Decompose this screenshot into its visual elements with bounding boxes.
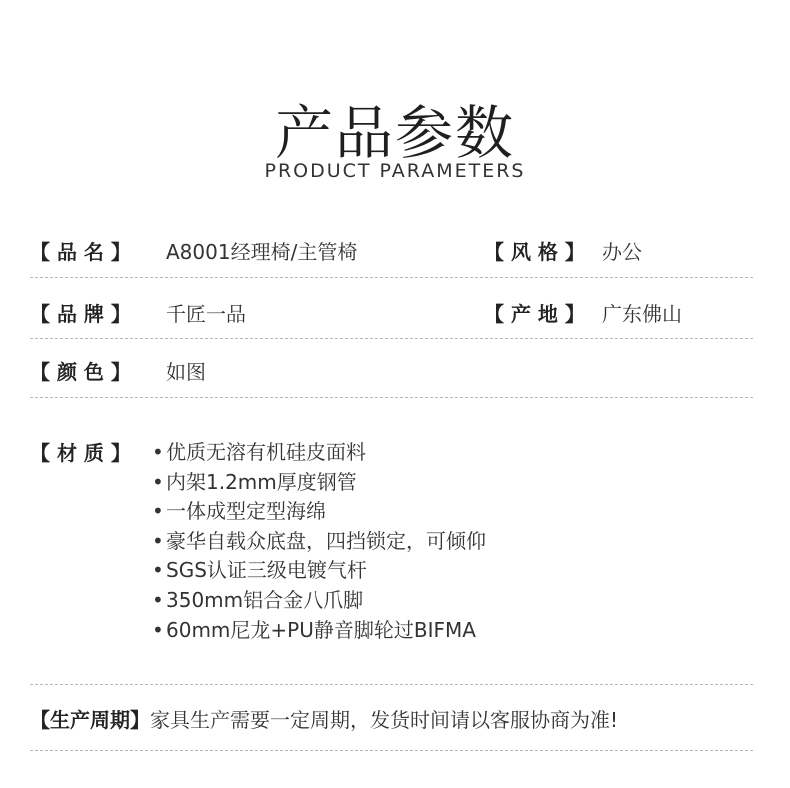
- divider: [30, 338, 753, 339]
- divider: [30, 750, 753, 751]
- color-value: 如图: [166, 360, 206, 384]
- name-label: 【 品 名 】: [30, 240, 131, 264]
- bullet: •: [152, 440, 164, 464]
- param-row-material: [30, 437, 131, 466]
- origin-value: 广东佛山: [602, 302, 682, 326]
- list-item: • 优质无溶有机硅皮面料: [152, 438, 486, 468]
- bullet: •: [152, 587, 164, 612]
- style-value: 办公: [602, 240, 642, 264]
- production-label: 【生产周期】: [30, 708, 150, 732]
- material-label: 【 材 质 】: [30, 441, 131, 465]
- style-label: 【 风 格 】: [484, 240, 585, 264]
- color-label: 【 颜 色 】: [30, 360, 131, 384]
- brand-value: 千匠一品: [166, 302, 246, 326]
- param-row-name-style: [30, 236, 753, 265]
- divider: [30, 397, 753, 398]
- list-item: • SGS认证三级电镀气杆: [152, 556, 486, 586]
- list-item: • 一体成型定型海绵: [152, 497, 486, 527]
- list-item: • 350mm铝合金八爪脚: [152, 586, 486, 616]
- bullet: •: [152, 469, 164, 494]
- name-value: A8001经理椅/主管椅: [166, 240, 358, 264]
- production-text: 家具生产需要一定周期，发货时间请以客服协商为准!: [150, 708, 619, 732]
- list-item: • 豪华自载众底盘，四挡锁定，可倾仰: [152, 527, 486, 557]
- bullet: •: [152, 617, 164, 642]
- page-title: 产品参数: [274, 99, 515, 167]
- material-list: [152, 438, 486, 645]
- list-item: • 60mm尼龙+PU静音脚轮过BIFMA: [152, 616, 486, 646]
- param-row-brand-origin: [30, 298, 753, 327]
- list-item: • 内架1.2mm厚度钢管: [152, 468, 486, 498]
- bullet: •: [152, 499, 164, 524]
- divider: [30, 684, 753, 685]
- production-row: [30, 704, 753, 733]
- page-subtitle: PRODUCT PARAMETERS: [264, 160, 526, 182]
- divider: [30, 277, 753, 278]
- bullet: •: [152, 558, 164, 583]
- origin-label: 【 产 地 】: [484, 302, 585, 326]
- brand-label: 【 品 牌 】: [30, 302, 131, 326]
- bullet: •: [152, 528, 164, 553]
- param-row-color: [30, 356, 753, 385]
